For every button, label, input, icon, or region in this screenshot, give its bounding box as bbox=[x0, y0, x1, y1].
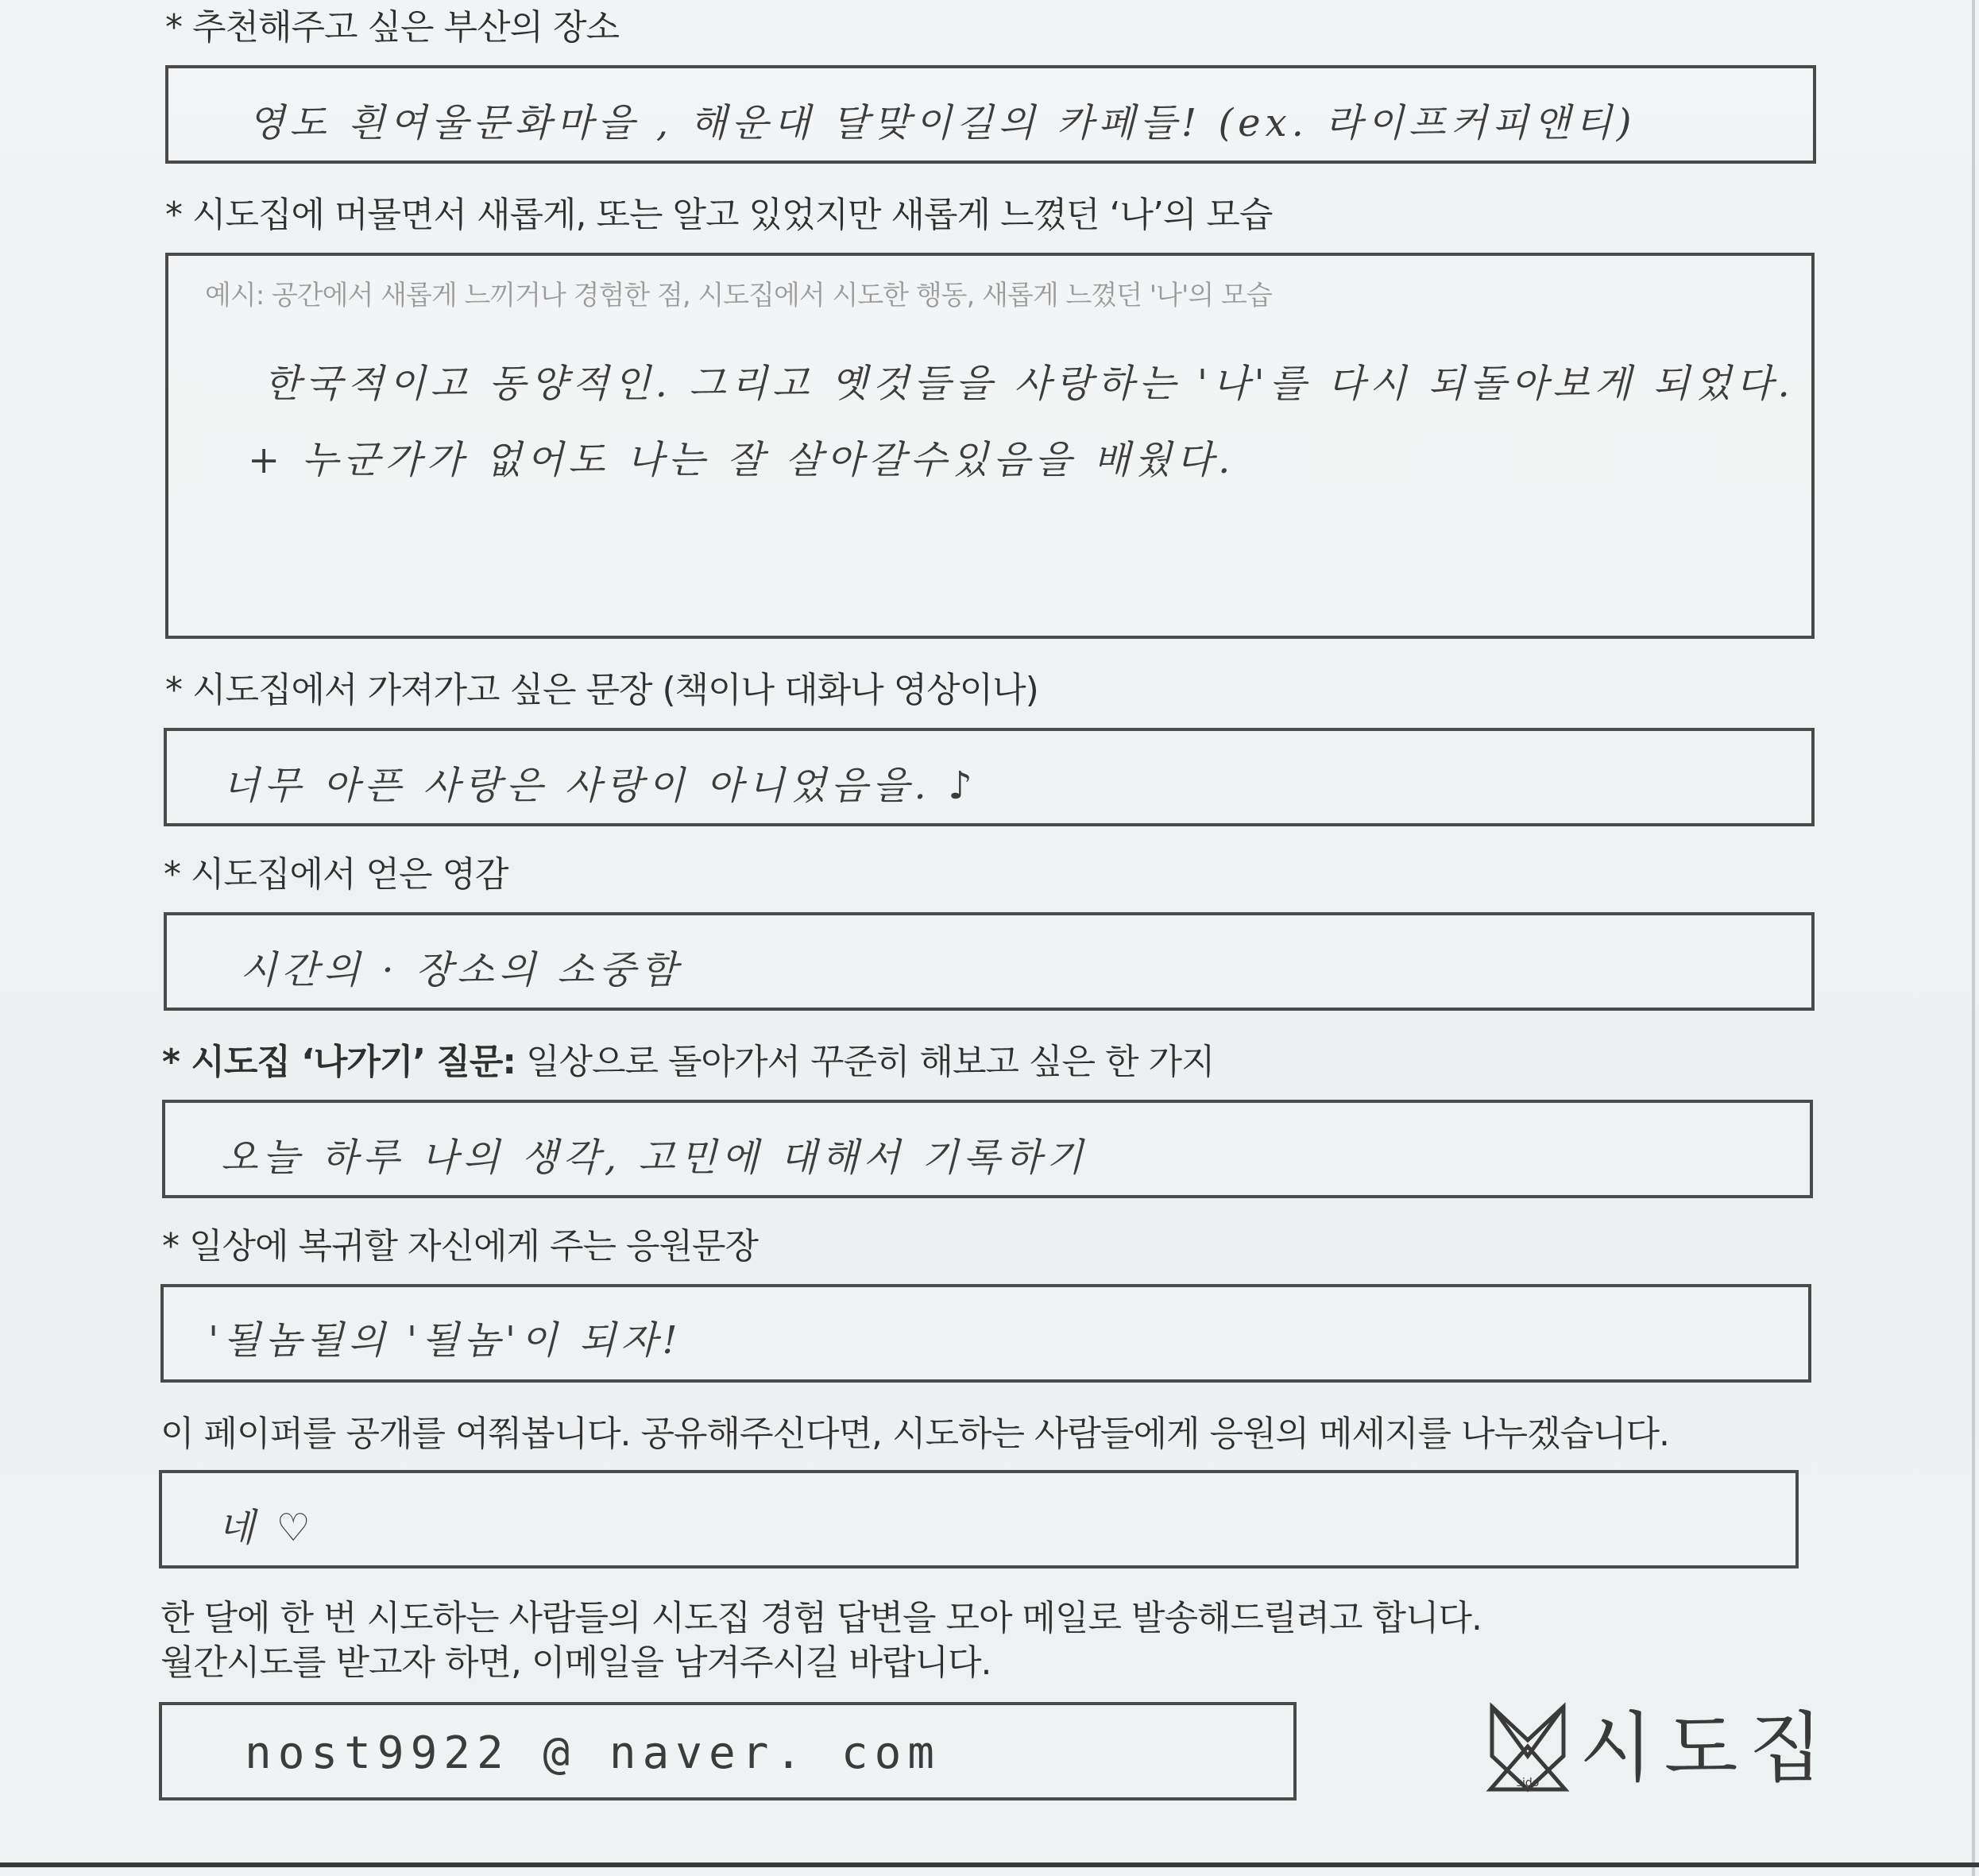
place-question-label: * 추천해주고 싶은 부산의 장소 bbox=[165, 7, 619, 48]
sentence-question-label: * 시도집에서 가져가고 싶은 문장 (책이나 대화나 영상이나) bbox=[165, 670, 1038, 710]
habit-question-label bbox=[162, 1041, 1215, 1084]
self-question-label: * 시도집에 머물면서 새롭게, 또는 알고 있었지만 새롭게 느꼈던 ‘나’의 모습 bbox=[165, 195, 1273, 235]
scan-bottom-edge bbox=[0, 1862, 1979, 1867]
inspiration-question-label: * 시도집에서 얻은 영감 bbox=[164, 854, 508, 895]
self-answer-box[interactable] bbox=[165, 253, 1815, 639]
habit-answer-box[interactable] bbox=[162, 1100, 1813, 1198]
logo-text: 시도집 bbox=[1579, 1704, 1834, 1793]
email-answer-text: nost9922 @ naver. com bbox=[245, 1727, 941, 1779]
sentence-answer-text: 너무 아픈 사랑은 사랑이 아니었음을. ♪ bbox=[222, 764, 977, 808]
cheer-answer-text: '될놈될의 '될놈'이 되자! bbox=[208, 1318, 682, 1363]
self-answer-line2: + 누군가가 없어도 나는 잘 살아갈수있음을 배웠다. bbox=[248, 438, 1235, 482]
sentence-answer-box[interactable] bbox=[164, 728, 1815, 826]
place-answer-text: 영도 흰여울문화마을 , 해운대 달맞이길의 카페들! (ex. 라이프커피앤티) bbox=[248, 101, 1637, 145]
habit-answer-text: 오늘 하루 나의 생각, 고민에 대해서 기록하기 bbox=[221, 1135, 1088, 1180]
inspiration-answer-text: 시간의 · 장소의 소중함 bbox=[240, 948, 682, 992]
logo-small-text: sido bbox=[1516, 1777, 1540, 1789]
share-answer-text: 네 ♡ bbox=[218, 1506, 315, 1550]
self-answer-line1: 한국적이고 동양적인. 그리고 옛것들을 사랑하는 '나'를 다시 되돌아보게 되었다. bbox=[264, 362, 1795, 406]
sido-logo-mark-icon bbox=[1484, 1700, 1571, 1796]
cheer-answer-box[interactable] bbox=[160, 1284, 1811, 1383]
mail-question-line2: 월간시도를 받고자 하면, 이메일을 남겨주시길 바랍니다. bbox=[160, 1642, 991, 1683]
cheer-question-label: * 일상에 복귀할 자신에게 주는 응원문장 bbox=[162, 1226, 758, 1267]
inspiration-answer-box[interactable] bbox=[164, 912, 1815, 1011]
share-answer-box[interactable] bbox=[159, 1470, 1799, 1568]
self-hint-text: 예시: 공간에서 새롭게 느끼거나 경험한 점, 시도집에서 시도한 행동, 새롭게 느꼈던 '나'의 모습 bbox=[205, 280, 1272, 311]
email-answer-box[interactable] bbox=[159, 1702, 1297, 1801]
mail-question-line1: 한 달에 한 번 시도하는 사람들의 시도집 경험 답변을 모아 메일로 발송해드릴려고 합니다. bbox=[160, 1598, 1482, 1638]
place-answer-box[interactable] bbox=[165, 65, 1816, 164]
sidojib-logo bbox=[1484, 1700, 1834, 1804]
habit-question-label-rest: 일상으로 돌아가서 꾸준히 해보고 싶은 한 가지 bbox=[516, 1042, 1215, 1082]
scan-right-edge bbox=[1972, 0, 1975, 1876]
share-question-label: 이 페이퍼를 공개를 여쭤봅니다. 공유해주신다면, 시도하는 사람들에게 응원의 메세지를 나누겠습니다. bbox=[160, 1414, 1669, 1454]
habit-question-label-bold: * 시도집 ‘나가기’ 질문: bbox=[162, 1042, 516, 1082]
